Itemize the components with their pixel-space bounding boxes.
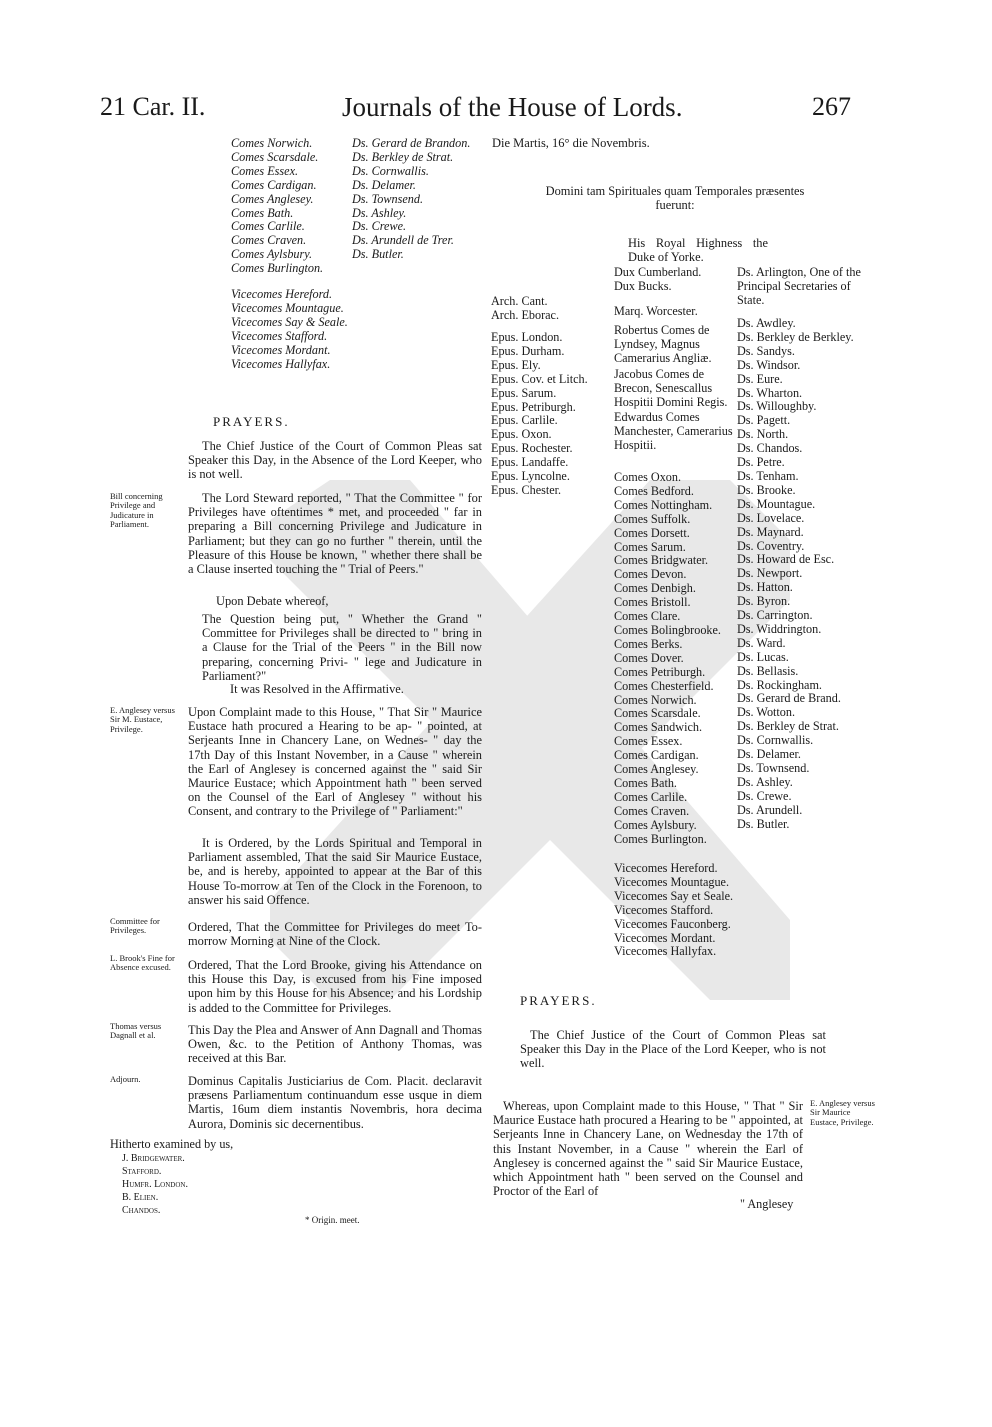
list-item: Ds. Widdrington.	[737, 621, 822, 636]
complaint-paragraph: Upon Complaint made to this House, " That Sir " Maurice Eustace hath procured a Hearing to be ap- " pointed, at Serjeants Inne in Chancery Lane, on Wednes- " day the 17th Day of this Instant November, in a Cause " wherein the Earl of Anglesey is concerned against the " said Sir Maurice Eustace; which Appointment hath " been served on the Counsel of the Earl of Anglesey " without his Consent, and contrary to the Privilege of " Parliament:"	[188, 705, 482, 819]
list-item: Comes Aylsbury.	[231, 247, 313, 262]
list-item: Epus. Durham.	[491, 343, 565, 358]
list-item: Comes Sandwich.	[614, 720, 703, 735]
list-item: Epus. Ely.	[491, 357, 541, 372]
list-item: Ds. Delamer.	[352, 177, 416, 192]
list-item: Vicecomes Hallyfax.	[231, 356, 331, 371]
list-item: Ds. Butler.	[737, 816, 790, 831]
chief-justice-paragraph: The Chief Justice of the Court of Common Pleas sat Speaker this Day, in the Absence of the Lord Keeper, who is not well.	[188, 439, 482, 482]
prayers-heading: PRAYERS.	[213, 414, 290, 429]
adjourn-paragraph: Dominus Capitalis Justiciarius de Com. Placit. declaravit præsens Parliamentum continuandum esse usque in diem Martis, 16um diem instantis Novembris, hora decima Aurora, Dominis sic decernentibus.	[188, 1074, 482, 1131]
list-item: Vicecomes Mountague.	[614, 874, 730, 889]
list-item: Ds. Townsend.	[737, 761, 810, 775]
header-regnal-year: 21 Car. II.	[100, 92, 206, 121]
list-item: Ds. Arundell.	[737, 802, 803, 817]
list-item: Ds. Ashley.	[737, 774, 793, 789]
list-item: Epus. Carlile.	[491, 413, 558, 428]
domini-line: Domini tam Spirituales quam Temporales præsentes fuerunt:	[545, 184, 805, 213]
footnote: * Origin. meet.	[305, 1215, 360, 1225]
margin-note-thomas: Thomas versus Dagnall et al.	[110, 1021, 162, 1041]
list-item: Robertus Comes de Lyndsey, Magnus Camerarius Angliæ.	[614, 323, 712, 365]
list-item: Ds. Cornwallis.	[352, 163, 429, 178]
list-item: Vicecomes Hallyfax.	[614, 944, 717, 959]
list-item: Vicecomes Hereford.	[231, 287, 333, 301]
list-item: Ds. Eure.	[737, 371, 783, 386]
list-item: Ds. Brooke.	[737, 482, 796, 497]
list-item: Comes Petriburgh.	[614, 664, 706, 679]
list-item: Comes Scarsdale.	[614, 706, 701, 721]
officers-list	[614, 324, 736, 453]
list-item: Comes Dover.	[614, 650, 684, 665]
list-item: Comes Essex.	[231, 163, 299, 178]
list-item: Comes Anglesey.	[231, 191, 314, 206]
list-item: Ds. Coventry.	[737, 538, 805, 553]
list-item: Ds. Arlington, One of the Principal Secretaries of State.	[737, 265, 861, 307]
list-item: Ds. Bellasis.	[737, 663, 799, 678]
list-item: Epus. Oxon.	[491, 427, 552, 442]
list-item: Ds. Berkley de Strat.	[737, 719, 839, 734]
list-item: Comes Chesterfield.	[614, 678, 714, 693]
margin-note-brook: L. Brook's Fine for Absence excused.	[110, 953, 175, 973]
list-item: Ds. North.	[737, 427, 789, 442]
margin-note-adjourn: Adjourn.	[110, 1074, 141, 1084]
list-item: Epus. Lyncolne.	[491, 469, 570, 484]
list-item: Epus. Petriburgh.	[491, 399, 576, 414]
list-item: Vicecomes Stafford.	[231, 328, 328, 343]
list-item: Vicecomes Stafford.	[614, 902, 714, 917]
list-item: Ds. Arundell de Trer.	[352, 233, 454, 248]
signature: Chandos.	[122, 1205, 161, 1216]
list-item: Vicecomes Mountague.	[231, 300, 344, 315]
list-item: Dux Cumberland.	[614, 265, 702, 279]
list-item: Ds. Wharton.	[737, 385, 803, 400]
list-item: Comes Denbigh.	[614, 581, 696, 596]
signature: Humfr. London.	[122, 1179, 188, 1190]
margin-note-anglesey: E. Anglesey versus Sir M. Eustace, Privilege.	[110, 705, 175, 734]
list-item: Ds. Willoughby.	[737, 399, 817, 414]
list-item: Comes Dorsett.	[614, 525, 690, 540]
list-item: Ds. Crewe.	[352, 219, 407, 234]
list-item: Ds. Gerard de Brandon.	[352, 136, 471, 150]
list-item: Ds. Hatton.	[737, 580, 793, 595]
list-item: Ds. Windsor.	[737, 357, 801, 372]
list-item: Epus. Sarum.	[491, 385, 557, 400]
left-barons-list	[352, 137, 482, 262]
signatures-list	[122, 1152, 188, 1217]
list-item: Ds. Rockingham.	[737, 677, 822, 692]
list-item: Dux Bucks.	[614, 278, 672, 293]
list-item: Arch. Eborac.	[491, 307, 560, 322]
list-item: Vicecomes Mordant.	[231, 342, 331, 357]
whereas-paragraph: Whereas, upon Complaint made to this House, " That " Sir Maurice Eustace hath procured a Hearing to be " appointed, at Serjeants Inne in Chancery Lane, on Wednesday the 17th of this Instant November, in a Cause " wherein the Earl of Anglesey is concerned against the " said Sir Maurice Eustace, which Appointment hath " been served on the Counsel and Proctor of the Earl of	[493, 1099, 803, 1199]
signature: B. Elien.	[122, 1192, 159, 1203]
list-item: Ds. Cornwallis.	[737, 733, 814, 748]
list-item: Ds. Berkley de Berkley.	[737, 329, 854, 344]
list-item: Ds. Wotton.	[737, 705, 796, 720]
list-item: Edwardus Comes Manchester, Camerarius Hospitii.	[614, 410, 733, 453]
list-item: Ds. Chandos.	[737, 441, 803, 456]
barons-list	[737, 317, 854, 832]
margin-note-committee: Committee for Privileges.	[110, 916, 160, 936]
list-item: Epus. Rochester.	[491, 441, 573, 456]
steward-report-paragraph: The Lord Steward reported, " That the Committee " for Privileges have oftentimes * met, and proceeded " far in preparing a Bill concerning Privilege and Judicature in Parliament; but they can go no further " therein, until the Pleasure of this House be known, " whether there shall be a Clause inserted touching the " Trial of Peers."	[188, 491, 482, 577]
question-paragraph: The Question being put, " Whether the Grand " Committee for Privileges shall be directed to " bring in a Clause for the Trial of the Peers " in the Bill now preparing, concerning Privi- " lege and Judicature in Parliament?"	[202, 612, 482, 683]
list-item: Comes Norwich.	[614, 692, 697, 707]
list-item: Comes Nottingham.	[614, 497, 713, 512]
plea-paragraph: This Day the Plea and Answer of Ann Dagnall and Thomas Owen, &c. to the Petition of Anthony Thomas, was received at this Bar.	[188, 1023, 482, 1066]
list-item: Comes Essex.	[614, 734, 683, 749]
list-item: Comes Craven.	[231, 233, 307, 248]
left-vicecomes-list	[231, 288, 361, 371]
list-item: Jacobus Comes de Brecon, Senescallus Hospitii Domini Regis.	[614, 366, 728, 409]
comes-list	[614, 471, 721, 846]
bishops-list	[491, 331, 588, 498]
royal-highness: His Royal Highness the Duke of Yorke.	[628, 236, 768, 265]
list-item: Comes Burlington.	[231, 261, 324, 276]
list-item: Epus. London.	[491, 330, 563, 344]
list-item: Comes Cardigan.	[231, 177, 317, 192]
list-item: Ds. Pagett.	[737, 413, 791, 428]
list-item: Ds. Lovelace.	[737, 510, 805, 525]
list-item: Ds. Awdley.	[737, 316, 796, 330]
margin-note-privilege: Bill concerning Privilege and Judicature in Parliament.	[110, 491, 163, 530]
archbishops-list	[491, 295, 559, 323]
list-item: Ds. Mountague.	[737, 496, 816, 511]
list-item: Comes Norwich.	[231, 136, 313, 150]
list-item: Comes Bedford.	[614, 483, 694, 498]
list-item: Comes Bath.	[614, 775, 677, 790]
list-item: Comes Oxon.	[614, 470, 682, 484]
list-item: Ds. Crewe.	[737, 788, 792, 803]
list-item: Ds. Townsend.	[352, 191, 423, 206]
page-number: 267	[812, 92, 851, 121]
list-item: Ds. Sandys.	[737, 343, 795, 358]
list-item: Comes Sarum.	[614, 539, 686, 554]
examined-line: Hitherto examined by us,	[110, 1137, 234, 1151]
chief-justice-paragraph-right: The Chief Justice of the Court of Common Pleas sat Speaker this Day in the Place of the Lord Keeper, who is not well.	[520, 1028, 826, 1071]
prayers-heading-right: PRAYERS.	[520, 993, 597, 1008]
list-item: Comes Bristoll.	[614, 595, 691, 610]
list-item: Comes Clare.	[614, 609, 681, 624]
list-item: Vicecomes Say et Seale.	[614, 888, 734, 903]
list-item: Comes Scarsdale.	[231, 149, 319, 164]
list-item: Ds. Petre.	[737, 455, 785, 470]
list-item: Ds. Byron.	[737, 594, 791, 609]
ordered-brooke-paragraph: Ordered, That the Lord Brooke, giving his Attendance on this House this Day, is excused from his Fine imposed upon him by this House for his Absence; and his Lordship is added to the Committee for Privileges.	[188, 958, 482, 1015]
list-item: Comes Suffolk.	[614, 511, 691, 526]
list-item: Comes Carlile.	[231, 219, 305, 234]
list-item: Ds. Newport.	[737, 566, 803, 581]
list-item: Comes Bath.	[231, 205, 294, 220]
list-item: Ds. Tenham.	[737, 468, 799, 483]
list-item: Comes Anglesey.	[614, 762, 699, 777]
marquess: Marq. Worcester.	[614, 304, 698, 318]
catchword: " Anglesey	[740, 1197, 794, 1211]
list-item: Comes Aylsbury.	[614, 817, 697, 832]
list-item: Ds. Howard de Esc.	[737, 552, 835, 567]
list-item: Vicecomes Mordant.	[614, 930, 716, 945]
list-item: Comes Devon.	[614, 567, 687, 582]
signature: Stafford.	[122, 1166, 162, 1177]
ordered-committee-paragraph: Ordered, That the Committee for Privileges do meet To-morrow Morning at Nine of the Clock.	[188, 920, 482, 949]
list-item: Ds. Carrington.	[737, 608, 813, 623]
list-item: Ds. Gerard de Brand.	[737, 691, 841, 706]
dukes-list	[614, 266, 701, 294]
list-item: Ds. Maynard.	[737, 524, 804, 539]
list-item: Vicecomes Hereford.	[614, 861, 718, 875]
list-item: Ds. Lucas.	[737, 649, 789, 664]
list-item: Comes Craven.	[614, 803, 690, 818]
list-item: Comes Bolingbrooke.	[614, 622, 721, 637]
list-item: Comes Berks.	[614, 636, 683, 651]
vicecomes-list	[614, 862, 733, 959]
list-item: Comes Burlington.	[614, 831, 707, 846]
list-item: Comes Cardigan.	[614, 748, 699, 763]
list-item: Ds. Ward.	[737, 635, 786, 650]
list-item: Comes Bridgwater.	[614, 553, 709, 568]
list-item: Vicecomes Fauconberg.	[614, 916, 731, 931]
list-item: Epus. Landaffe.	[491, 455, 569, 470]
list-item: Ds. Butler.	[352, 247, 404, 262]
list-item: Vicecomes Say & Seale.	[231, 314, 348, 329]
list-item: Ds. Ashley.	[352, 205, 407, 220]
page-title: Journals of the House of Lords.	[342, 92, 683, 122]
list-item: Epus. Chester.	[491, 482, 562, 497]
list-item: Epus. Cov. et Litch.	[491, 371, 588, 386]
resolved-line: It was Resolved in the Affirmative.	[230, 682, 404, 696]
list-item: Ds. Delamer.	[737, 747, 801, 762]
list-item: Arch. Cant.	[491, 294, 548, 308]
signature: J. Bridgewater.	[122, 1153, 185, 1164]
ordered-eustace-paragraph: It is Ordered, by the Lords Spiritual and Temporal in Parliament assembled, That the said Sir Maurice Eustace, be, and is hereby, appointed to appear at the Bar of this House To-morrow at Ten of the Clock in the Forenoon, to answer his said Offence.	[188, 836, 482, 907]
session-date: Die Martis, 16° die Novembris.	[492, 136, 650, 150]
list-item: Comes Carlile.	[614, 789, 688, 804]
upon-debate-line: Upon Debate whereof,	[216, 594, 329, 608]
arlington-entry	[737, 266, 867, 308]
left-comes-list	[231, 137, 323, 276]
list-item: Ds. Berkley de Strat.	[352, 149, 454, 164]
margin-note-anglesey-right: E. Anglesey versus Sir Maurice Eustace, Privilege.	[810, 1098, 875, 1127]
